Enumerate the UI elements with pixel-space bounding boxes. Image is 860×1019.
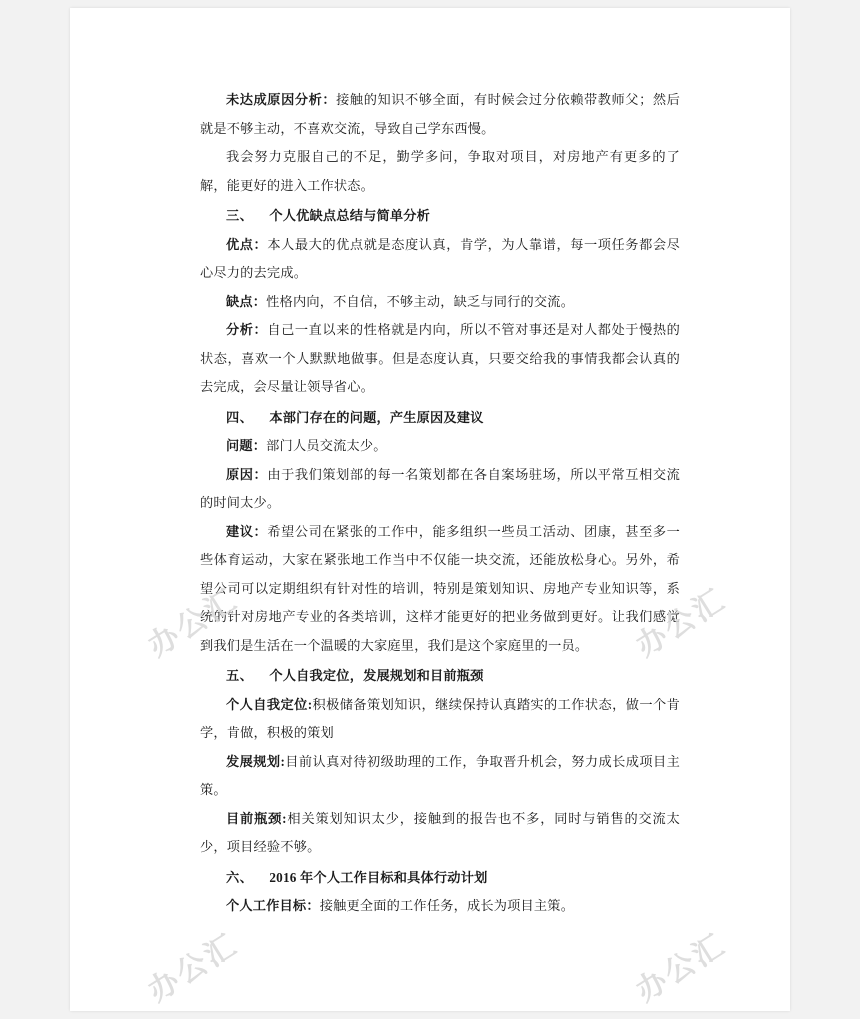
section-number: 六、 [226, 869, 254, 885]
body-paragraph [200, 143, 680, 200]
body-paragraph [200, 231, 680, 288]
body-paragraph [200, 748, 680, 805]
paragraph-label: 优点： [226, 236, 268, 252]
paragraph-label: 未达成原因分析： [226, 92, 337, 107]
paragraph-label: 缺点： [226, 293, 267, 309]
paragraph-text: 希望公司在紧张的工作中，能多组织一些员工活动、团康，甚至多一些体育运动，大家在紧张地工作当中不仅能一块交流，还能放松身心。另外，希望公司可以定期组织有针对性的培训，特别是策划知识、房地产专业知识等，系统的针对房地产专业的各类培训，这样才能更好的把业务做到更好。让我们感觉到我们是生活在一个温暖的大家庭里，我们是这个家庭里的一员。 [200, 523, 680, 653]
paragraph-text: 由于我们策划部的每一名策划都在各自案场驻场，所以平常互相交流的时间太少。 [200, 466, 680, 510]
section-title: 个人优缺点总结与简单分析 [269, 208, 431, 223]
section-title: 2016 年个人工作目标和具体行动计划 [269, 869, 488, 885]
watermark: 办公汇 [142, 927, 245, 1009]
paragraph-label: 目前瓶颈: [226, 810, 287, 826]
paragraph-label: 发展规划: [226, 753, 286, 769]
body-paragraph [200, 316, 680, 402]
paragraph-text: 我会努力克服自己的不足，勤学多问，争取对项目，对房地产有更多的了解，能更好的进入工作状态。 [200, 149, 680, 193]
paragraph-text: 相关策划知识太少，接触到的报告也不多，同时与销售的交流太少，项目经验不够。 [200, 810, 680, 854]
document-page [70, 8, 790, 1011]
body-paragraph [200, 518, 680, 661]
section-number: 四、 [226, 409, 254, 425]
paragraph-text: 自己一直以来的性格就是内向，所以不管对事还是对人都处于慢热的状态，喜欢一个人默默地做事。但是态度认真，只要交给我的事情我都会认真的去完成，会尽量让领导省心。 [200, 322, 680, 394]
paragraph-label: 分析： [226, 322, 268, 337]
paragraph-label: 个人工作目标： [226, 898, 320, 913]
body-paragraph [200, 86, 680, 143]
paragraph-label: 建议： [226, 523, 268, 539]
paragraph-text: 部门人员交流太少。 [266, 438, 387, 453]
section-heading [200, 864, 680, 893]
paragraph-text: 接触更全面的工作任务，成长为项目主策。 [319, 898, 575, 913]
body-paragraph [200, 805, 680, 862]
section-heading [200, 662, 680, 691]
body-paragraph [200, 691, 680, 748]
paragraph-label: 原因： [226, 466, 268, 482]
watermark: 办公汇 [142, 582, 245, 664]
watermark: 办公汇 [630, 927, 733, 1009]
body-paragraph [200, 288, 680, 317]
section-number: 五、 [226, 668, 254, 683]
body-paragraph [200, 461, 680, 518]
section-heading [200, 202, 680, 231]
watermark: 办公汇 [630, 582, 733, 664]
paragraph-text: 接触的知识不够全面，有时候会过分依赖带教师父；然后就是不够主动，不喜欢交流，导致自己学东西慢。 [200, 92, 680, 136]
section-title: 本部门存在的问题，产生原因及建议 [269, 409, 484, 425]
paragraph-label: 个人自我定位: [226, 696, 313, 712]
section-number: 三、 [226, 208, 254, 223]
paragraph-label: 问题： [226, 438, 267, 453]
section-title: 个人自我定位，发展规划和目前瓶颈 [269, 668, 484, 683]
body-paragraph [200, 892, 680, 921]
document-body [200, 86, 680, 921]
section-heading [200, 404, 680, 433]
paragraph-text: 性格内向，不自信，不够主动，缺乏与同行的交流。 [266, 293, 575, 309]
paragraph-text: 积极储备策划知识，继续保持认真踏实的工作状态，做一个肯学，肯做，积极的策划 [200, 696, 680, 740]
paragraph-text: 目前认真对待初级助理的工作，争取晋升机会，努力成长成项目主策。 [200, 753, 680, 797]
paragraph-text: 本人最大的优点就是态度认真，肯学，为人靠谱，每一项任务都会尽心尽力的去完成。 [200, 236, 680, 280]
body-paragraph [200, 432, 680, 461]
